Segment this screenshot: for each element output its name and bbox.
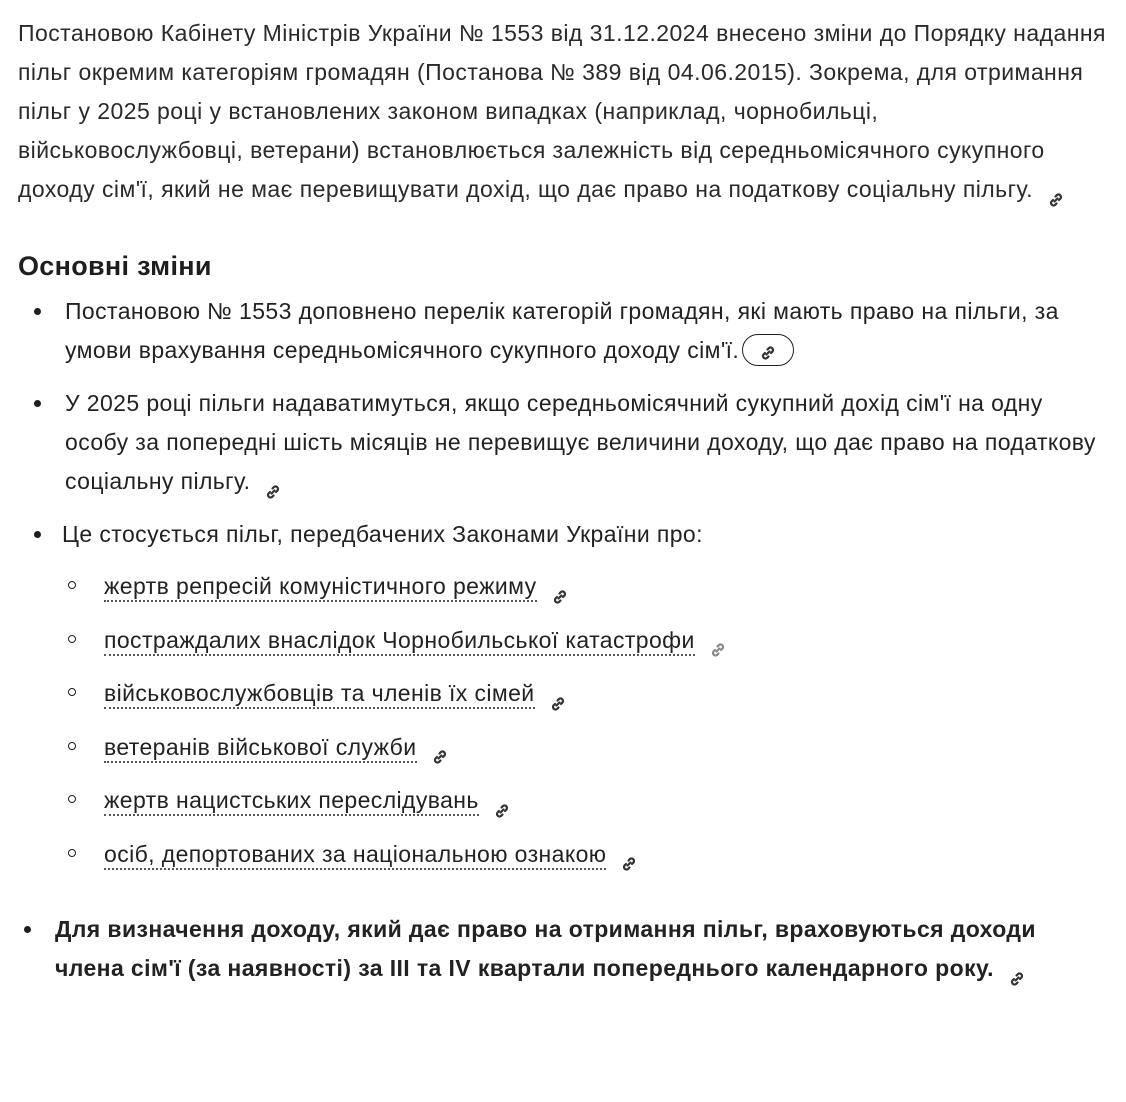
section-heading: Основні зміни	[18, 251, 212, 281]
law-sublist	[62, 567, 1108, 888]
intro-paragraph	[18, 14, 1108, 209]
changes-list	[18, 292, 1108, 988]
law-link[interactable]: осіб, депортованих за національною ознакою	[104, 841, 606, 870]
link-icon[interactable]	[431, 739, 449, 757]
sublist-item	[62, 728, 1108, 782]
sublist-item	[62, 781, 1108, 835]
link-icon[interactable]	[742, 334, 794, 366]
list-item	[18, 292, 1108, 370]
sublist-item	[62, 835, 1108, 889]
law-link[interactable]: жертв нацистських переслідувань	[104, 787, 479, 816]
law-link[interactable]: жертв репресій комуністичного режиму	[104, 573, 537, 602]
sublist-item	[62, 621, 1108, 675]
link-icon[interactable]	[549, 686, 567, 704]
document	[18, 14, 1108, 1002]
list-item	[18, 515, 1108, 888]
law-link[interactable]: ветеранів військової служби	[104, 734, 417, 763]
link-icon[interactable]	[620, 846, 638, 864]
law-link[interactable]: постраждалих внаслідок Чорнобильської катастрофи	[104, 627, 695, 656]
list-item-text: Для визначення доходу, який дає право на отримання пільг, враховуються доходи члена сім'ї (за наявності) за III та IV квартали попереднього календарного року.	[55, 916, 1036, 981]
link-icon[interactable]	[1047, 182, 1065, 200]
list-item-text: У 2025 році пільги надаватимуться, якщо середньомісячний сукупний дохід сім'ї на одну особу за попередні шість місяців не перевищує величини доходу, що дає право на податкову соціальну пільгу.	[65, 390, 1096, 494]
link-icon[interactable]	[493, 793, 511, 811]
list-item	[18, 384, 1108, 501]
link-icon[interactable]	[1008, 961, 1026, 979]
list-item-text: Це стосується пільг, передбачених Законами України про:	[62, 521, 703, 547]
intro-text: Постановою Кабінету Міністрів України № 1553 від 31.12.2024 внесено зміни до Порядку надання пільг окремим категоріям громадян (Постанова № 389 від 04.06.2015). Зокрема, для отримання пільг у 2025 році у встановлених законом випадках (наприклад, чорнобильці, військовослужбовці, ветерани) встановлюється залежність від середньомісячного сукупного доходу сім'ї, який не має перевищувати дохід, що дає право на податкову соціальну пільгу.	[18, 20, 1106, 202]
link-icon[interactable]	[551, 579, 569, 597]
sublist-item	[62, 674, 1108, 728]
link-icon[interactable]	[264, 474, 282, 492]
list-item	[8, 910, 1098, 988]
list-item-text: Постановою № 1553 доповнено перелік категорій громадян, які мають право на пільги, за умови врахування середньомісячного сукупного доходу сім'ї.	[65, 298, 1059, 363]
link-icon[interactable]	[709, 632, 727, 650]
sublist-item	[62, 567, 1108, 621]
law-link[interactable]: військовослужбовців та членів їх сімей	[104, 680, 535, 709]
